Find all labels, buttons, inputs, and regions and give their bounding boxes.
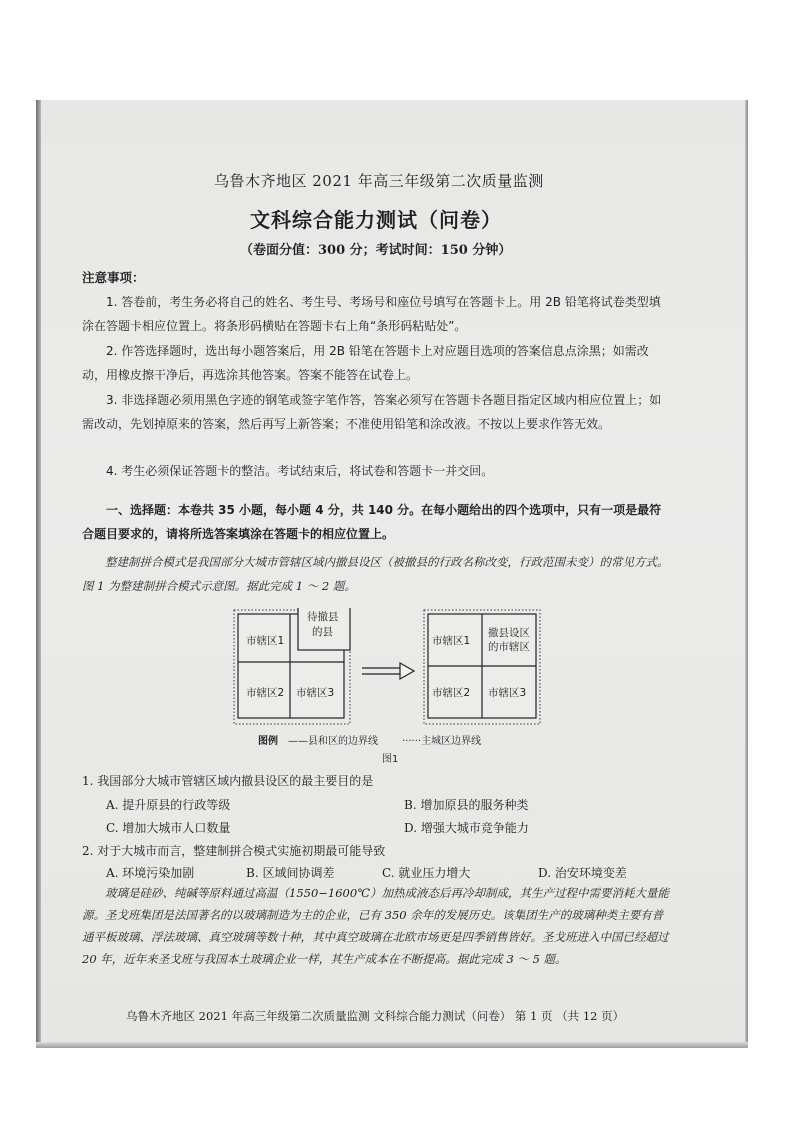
- figure-1: [232, 608, 562, 778]
- question-1-stem: 1. 我国部分大城市管辖区域内撤县设区的最主要目的是: [82, 774, 374, 788]
- photo-right-edge: [745, 100, 748, 1048]
- note-item-3: 3. 非选择题必须用黑色字迹的钢笔或签字笔作答，答案必须写在答题卡各题目指定区域内相应位置上；如需改动，先划掉原来的答案，然后再写上新答案；不准使用铅笔和涂改液。不按以上要求作答无效。: [82, 393, 662, 431]
- note-item-2: 2. 作答选择题时，选出每小题答案后，用 2B 铅笔在答题卡上对应题目选项的答案信息点涂黑；如需改动，用橡皮擦干净后，再选涂其他答案。答案不能答在试卷上。: [82, 344, 649, 382]
- question-2-option-d: D. 治安环境变差: [538, 866, 627, 880]
- question-2-option-a: A. 环境污染加剧: [106, 866, 195, 880]
- left-cell-district1: 市辖区1: [246, 635, 285, 647]
- exam-title: 乌鲁木齐地区 2021 年高三年级第二次质量监测: [214, 172, 544, 190]
- right-cell-district3: 市辖区3: [488, 687, 527, 699]
- question-1-option-c: C. 增加大城市人口数量: [106, 821, 231, 835]
- question-1-option-a: A. 提升原县的行政等级: [106, 798, 231, 812]
- left-cell-district3: 市辖区3: [296, 687, 335, 699]
- passage-2: 玻璃是硅砂、纯碱等原料通过高温（1550−1600℃）加热成液态后再冷却制成，其生产过程中需要消耗大量能源。圣戈班集团是法国著名的以玻璃制造为主的企业，已有 350 余年的发展历史。该集团生产的玻璃种类主要有普通平板玻璃、浮法玻璃、真空玻璃等数十种，其中真空玻璃在北欧市场更是四季销售皆好。圣戈班进入中国已经超过 20 年，近年来圣戈班与我国本土玻璃企业一样，其生产成本在不断提高。据此完成 3 ～ 5 题。: [82, 886, 670, 966]
- county-label-line1: 待撤县: [307, 611, 339, 623]
- right-cell-district1: 市辖区1: [432, 635, 471, 647]
- note-item-1: 1. 答卷前，考生务必将自己的姓名、考生号、考场号和座位号填写在答题卡上。用 2B 铅笔将试卷类型填涂在答题卡相应位置上。将条形码横贴在答题卡右上角“条形码粘贴处”。: [82, 295, 661, 333]
- section1-instruction: 一、选择题：本卷共 35 小题，每小题 4 分，共 140 分。在每小题给出的四个选项中，只有一项是最符合题目要求的，请将所选答案填涂在答题卡的相应位置上。: [82, 503, 662, 541]
- left-cell-district2: 市辖区2: [246, 687, 285, 699]
- figure-1-diagram: [232, 608, 562, 778]
- arrow-head: [400, 663, 414, 679]
- page-footer: 乌鲁木齐地区 2021 年高三年级第二次质量监测 文科综合能力测试（问卷） 第 1 页 （共 12 页）: [126, 1009, 625, 1023]
- county-label-line2: 的县: [312, 626, 333, 638]
- legend-dotted-line: ······主城区边界线: [402, 736, 482, 747]
- score-time-info: （卷面分值：300 分；考试时间：150 分钟）: [240, 243, 512, 258]
- legend-solid-line: ——县和区的边界线: [288, 736, 378, 747]
- right-cell-new-line1: 撤县设区: [488, 627, 530, 639]
- paper-title: 文科综合能力测试（问卷）: [250, 208, 502, 232]
- photo-left-edge: [36, 100, 41, 1048]
- photo-bottom-shadow: [36, 1042, 748, 1048]
- question-2-option-b: B. 区域间协调差: [246, 866, 335, 880]
- question-1-option-d: D. 增强大城市竞争能力: [404, 821, 529, 835]
- notes-heading: 注意事项：: [82, 270, 145, 285]
- right-cell-district2: 市辖区2: [432, 687, 471, 699]
- right-cell-new-line2: 的市辖区: [488, 641, 530, 653]
- question-2-stem: 2. 对于大城市而言，整建制拼合模式实施初期最可能导致: [82, 844, 386, 858]
- question-2-option-c: C. 就业压力增大: [382, 866, 471, 880]
- legend-label: 图例: [258, 736, 278, 747]
- note-item-4: 4. 考生必须保证答题卡的整洁。考试结束后，将试卷和答题卡一并交回。: [106, 464, 494, 478]
- figure-caption: 图1: [382, 754, 399, 765]
- passage-1: 整建制拼合模式是我国部分大城市管辖区域内撤县设区（被撤县的行政名称改变，行政范围未变）的常见方式。图 1 为整建制拼合模式示意图。据此完成 1 ～ 2 题。: [82, 555, 669, 593]
- question-1-option-b: B. 增加原县的服务种类: [404, 798, 529, 812]
